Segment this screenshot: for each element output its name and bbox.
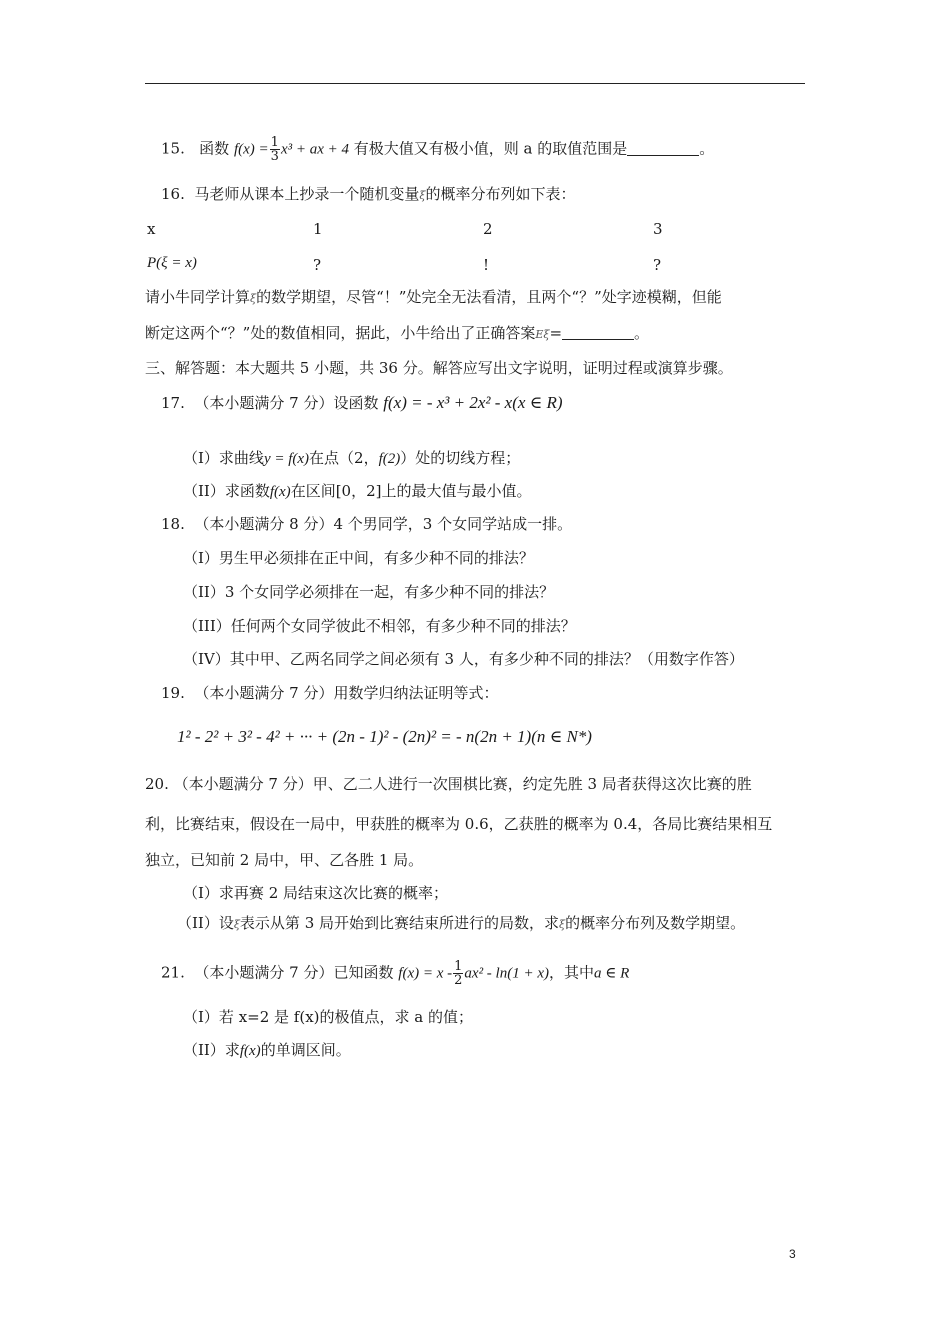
- answer-blank: [627, 141, 699, 156]
- question-20-part2: （II）设ξ表示从第 3 局开始到比赛结束所进行的局数，求ξ的概率分布列及数学期望。: [177, 914, 746, 932]
- fraction-one-half: $\frac{1}{2}$: [454, 959, 463, 988]
- induction-equation: 1² - 2² + 3² - 4² + ··· + (2n - 1)² - (2n)² = - n(2n + 1)(n ∈ N*): [177, 727, 592, 746]
- question-15: 15. 函数 f(x) = $\frac{1}{3}$ x³ + ax + 4 有极大值又有极小值，则 a 的取值范围是 。: [161, 135, 715, 164]
- table-cell: ?: [653, 256, 662, 274]
- table-cell: 2: [483, 220, 493, 238]
- page-number: 3: [789, 1247, 796, 1261]
- question-18-part2: （II）3 个女同学必须排在一起，有多少种不同的排法？: [183, 583, 555, 601]
- question-20-line3: 独立，已知前 2 局中，甲、乙各胜 1 局。: [145, 851, 424, 869]
- question-16-para1: 请小牛同学计算ξ的数学期望，尽管“！”处完全无法看清，且两个“？”处字迹模糊，但能: [145, 288, 722, 306]
- table-cell: !: [483, 256, 490, 274]
- table-cell: P(ξ = x): [147, 255, 197, 271]
- question-21-part2: （II）求f(x)的单调区间。: [183, 1041, 351, 1059]
- table-cell: x: [147, 220, 156, 238]
- table-cell: 3: [653, 220, 663, 238]
- question-17-part2: （II）求函数f(x)在区间[0，2]上的最大值与最小值。: [183, 482, 532, 500]
- question-20-part1: （I）求再赛 2 局结束这次比赛的概率；: [183, 884, 449, 902]
- question-16: 16. 马老师从课本上抄录一个随机变量ξ的概率分布列如下表：: [161, 185, 576, 203]
- question-20-line1: 20. （本小题满分 7 分）甲、乙二人进行一次围棋比赛，约定先胜 3 局者获得这次比赛的胜: [145, 775, 752, 793]
- question-18-part1: （I）男生甲必须排在正中间，有多少种不同的排法？: [183, 549, 534, 567]
- question-20-line2: 利，比赛结束，假设在一局中，甲获胜的概率为 0.6，乙获胜的概率为 0.4，各局比赛结果相互: [145, 815, 773, 833]
- question-21-part1: （I）若 x=2 是 f(x)的极值点，求 a 的值；: [183, 1008, 473, 1026]
- question-17-part1: （I）求曲线y = f(x)在点（2，f(2)）处的切线方程；: [183, 449, 521, 467]
- fraction-one-third: $\frac{1}{3}$: [270, 135, 279, 164]
- question-17: 17. （本小题满分 7 分）设函数 f(x) = - x³ + 2x² - x(x ∈ R): [161, 393, 563, 412]
- question-18: 18. （本小题满分 8 分）4 个男同学，3 个女同学站成一排。: [161, 515, 573, 533]
- equation: f(x) = - x³ + 2x² - x(x ∈ R): [383, 393, 563, 412]
- answer-blank: [562, 325, 634, 340]
- question-21: 21. （本小题满分 7 分）已知函数 f(x) = x - $\frac{1}{2}$ ax² - ln(1 + x)，其中a ∈ R: [161, 959, 630, 988]
- table-cell: ?: [313, 256, 322, 274]
- question-18-part4: （IV）其中甲、乙两名同学之间必须有 3 人，有多少种不同的排法？（用数字作答）: [183, 650, 744, 668]
- xi-symbol: ξ: [250, 292, 257, 305]
- header-rule: [145, 83, 805, 84]
- question-19: 19. （本小题满分 7 分）用数学归纳法证明等式：: [161, 684, 499, 702]
- table-cell: 1: [313, 220, 323, 238]
- question-16-para2: 断定这两个“？”处的数值相同，据此，小牛给出了正确答案Eξ= 。: [145, 324, 650, 342]
- question-18-part3: （III）任何两个女同学彼此不相邻，有多少种不同的排法？: [183, 617, 576, 635]
- section-heading: 三、解答题：本大题共 5 小题，共 36 分。解答应写出文字说明，证明过程或演算步骤。: [145, 359, 733, 377]
